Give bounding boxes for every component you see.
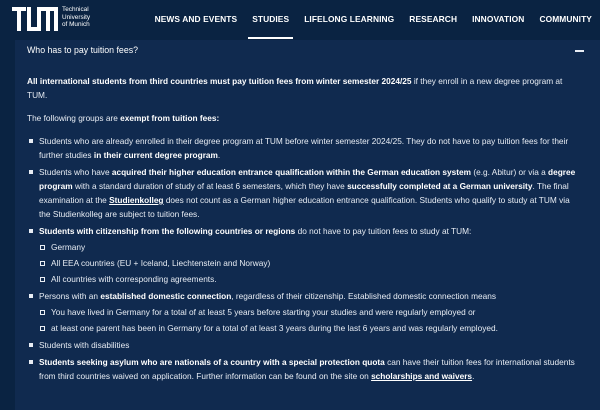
intro-text: if they enroll in a new degree program at TUM.: [27, 76, 563, 100]
item-text: .: [217, 150, 221, 160]
countries-sublist: [39, 240, 582, 286]
sub-list-item: You have lived in Germany for a total of at least 5 years before starting your studies and were regularly employed or: [39, 305, 582, 319]
nav-studies[interactable]: STUDIES: [252, 14, 290, 24]
nav-innovation[interactable]: INNOVATION: [472, 14, 525, 24]
nav-lifelong-learning[interactable]: LIFELONG LEARNING: [304, 14, 395, 24]
exempt-text: The following groups are: [27, 113, 121, 123]
item-text: , regardless of their citizenship. Established domestic connection means: [231, 291, 496, 301]
nav-news-and-events[interactable]: NEWS AND EVENTS: [154, 14, 238, 24]
list-item: [27, 224, 582, 286]
list-item: [27, 289, 582, 335]
intro-paragraph: [27, 74, 582, 102]
university-name-line: Technical: [62, 6, 89, 13]
accordion-panel: [15, 40, 600, 410]
item-bold: in their current degree program: [93, 150, 218, 160]
item-text: with a standard duration of study of at least 6 semesters, which they have: [72, 181, 348, 191]
item-text: do not have to pay tuition fees to study at TUM:: [295, 226, 472, 236]
item-bold: acquired their higher education entrance qualification within the German education system: [111, 167, 472, 177]
item-text: can have their tuition fees for international students from third countries waived on application. Further information can be found on the site on: [39, 357, 575, 381]
list-item: [27, 355, 582, 383]
item-text: does not count as a German higher education entrance qualification. Students who qualify to study at TUM via the Studienkolleg are subject to tuition fees.: [39, 195, 570, 219]
exempt-bold: exempt from tuition fees:: [120, 113, 220, 123]
item-text: Students who are already enrolled in their degree program at TUM before winter semester 2024/25. They do not have to pay tuition fees for their further studies: [39, 136, 569, 160]
item-text: .: [472, 371, 475, 381]
item-bold: successfully completed at a German university: [347, 181, 533, 191]
sub-list-item: All EEA countries (EU + Iceland, Liechtenstein and Norway): [39, 256, 582, 270]
intro-bold: All international students from third countries must pay tuition fees from winter semester 2024/25: [27, 76, 412, 86]
main-navigation: [155, 14, 592, 24]
domestic-connection-sublist: [39, 305, 582, 335]
item-bold: established domestic connection: [100, 291, 232, 301]
accordion-question[interactable]: Who has to pay tuition fees?: [27, 45, 139, 55]
item-bold: Students seeking asylum who are nationals of a country with a special protection quota: [39, 357, 385, 367]
item-text: (e.g. Abitur) or via a: [471, 167, 549, 177]
university-name: [62, 6, 90, 29]
item-bold: degree program: [39, 167, 576, 191]
accordion-content: [27, 74, 582, 386]
studienkolleg-link[interactable]: Studienkolleg: [109, 195, 164, 205]
list-item: [27, 134, 582, 162]
item-bold: Students with citizenship from the following countries or regions: [39, 226, 296, 236]
collapse-minus-icon[interactable]: [575, 50, 584, 52]
nav-community[interactable]: COMMUNITY: [539, 14, 592, 24]
item-text: Students who have: [39, 167, 112, 177]
list-item: Students with disabilities: [27, 338, 582, 352]
top-navigation-bar: [0, 0, 600, 40]
item-text: . The final examination at the: [39, 181, 569, 205]
nav-research[interactable]: RESEARCH: [409, 14, 458, 24]
item-text: Persons with an: [39, 291, 101, 301]
exempt-heading: [27, 111, 582, 125]
university-name-line: University: [62, 13, 91, 21]
university-name-line: of Munich: [62, 21, 90, 29]
sub-list-item: Germany: [39, 240, 582, 254]
list-item: [27, 165, 582, 221]
exempt-list: [27, 134, 582, 383]
tum-logo-icon[interactable]: [12, 7, 58, 31]
sub-list-item: All countries with corresponding agreements.: [39, 272, 582, 286]
scholarships-and-waivers-link[interactable]: scholarships and waivers: [371, 371, 473, 381]
sub-list-item: at least one parent has been in Germany for a total of at least 3 years during the last 6 years and was regularly employed.: [39, 321, 582, 335]
